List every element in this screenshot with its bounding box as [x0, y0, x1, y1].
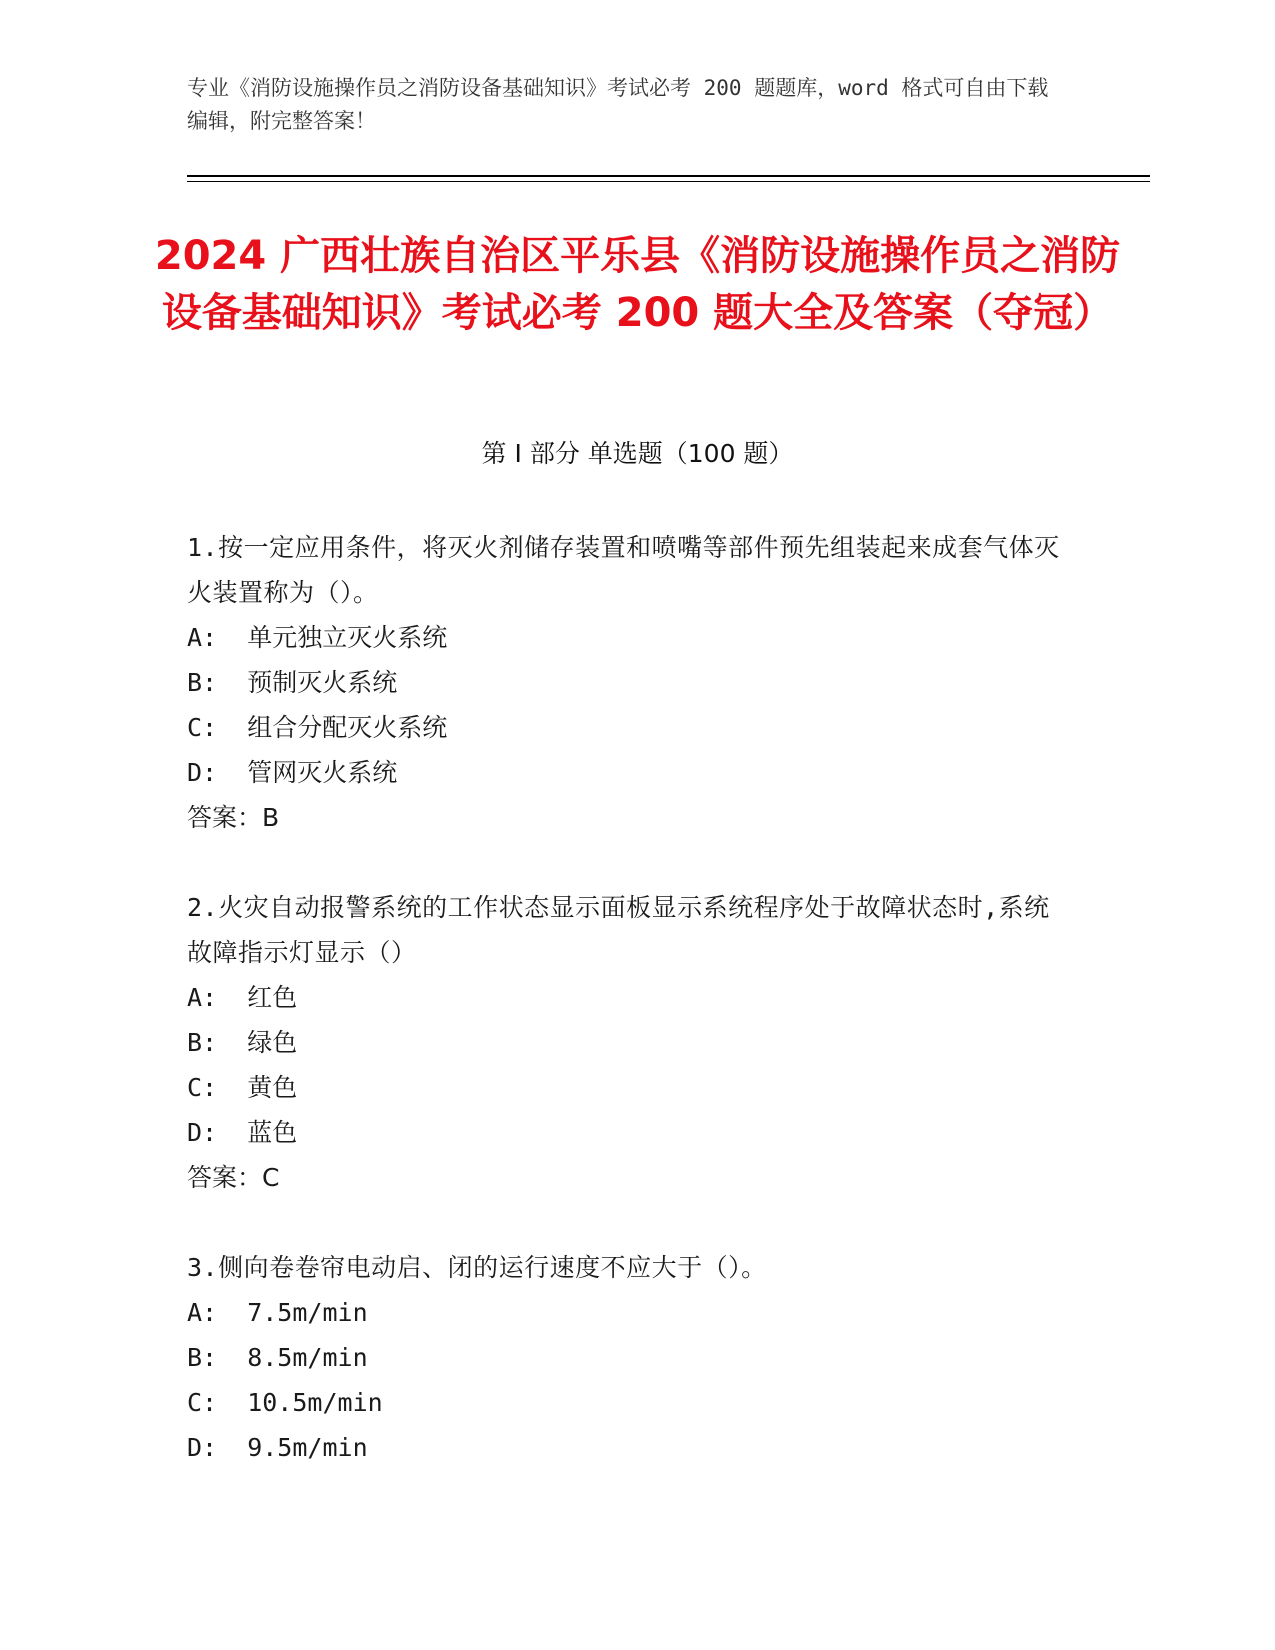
- header-note: 专业《消防设施操作员之消防设备基础知识》考试必考 200 题题库，word 格式可自由下载编辑，附完整答案！: [187, 76, 1049, 133]
- option-c: C: 组合分配灭火系统: [187, 713, 448, 742]
- question-stem: 3.侧向卷卷帘电动启、闭的运行速度不应大于（）。: [187, 1253, 767, 1282]
- option-b: B: 绿色: [187, 1028, 298, 1057]
- section-title: 第 I 部分 单选题（100 题）: [481, 439, 794, 468]
- document-title: 2024 广西壮族自治区平乐县《消防设施操作员之消防设备基础知识》考试必考 200 题大全及答案（夺冠）: [154, 233, 1121, 336]
- question-stem: 1.按一定应用条件，将灭火剂储存装置和喷嘴等部件预先组装起来成套气体灭火装置称为（）。: [187, 533, 1060, 607]
- header-divider-thick: [187, 175, 1150, 177]
- option-a: A: 红色: [187, 983, 298, 1012]
- option-a: A: 7.5m/min: [187, 1298, 368, 1327]
- question-list: [187, 525, 1067, 1515]
- option-b: B: 预制灭火系统: [187, 668, 398, 697]
- option-d: D: 9.5m/min: [187, 1433, 368, 1462]
- question-1: [187, 525, 1067, 840]
- answer: 答案：B: [187, 803, 280, 832]
- option-c: C: 黄色: [187, 1073, 298, 1102]
- question-stem: 2.火灾自动报警系统的工作状态显示面板显示系统程序处于故障状态时,系统故障指示灯显示（）: [187, 893, 1050, 967]
- option-d: D: 管网灭火系统: [187, 758, 398, 787]
- option-d: D: 蓝色: [187, 1118, 298, 1147]
- question-3: [187, 1245, 1067, 1470]
- option-b: B: 8.5m/min: [187, 1343, 368, 1372]
- option-c: C: 10.5m/min: [187, 1388, 383, 1417]
- answer: 答案：C: [187, 1163, 280, 1192]
- option-a: A: 单元独立灭火系统: [187, 623, 448, 652]
- question-2: [187, 885, 1067, 1200]
- header-divider-thin: [187, 181, 1150, 182]
